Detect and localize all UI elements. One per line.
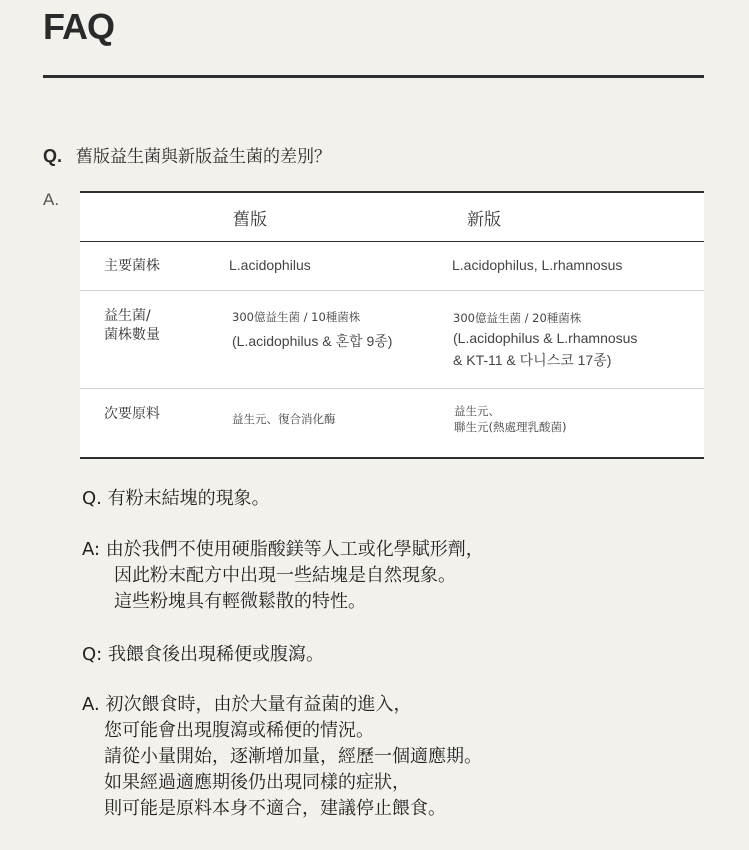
faq-line: A. 初次餵食時，由於大量有益菌的進入，	[82, 694, 412, 715]
question-marker: Q.	[43, 146, 63, 166]
new-value-line: 益生元、	[454, 404, 500, 418]
row-label: 次要原料	[104, 406, 160, 422]
answer-marker: A.	[43, 190, 60, 209]
old-value: L.acidophilus	[229, 257, 311, 273]
faq-line: 則可能是原料本身不適合，建議停止餵食。	[104, 798, 446, 819]
new-value: L.acidophilus, L.rhamnosus	[452, 257, 623, 273]
faq-line: 因此粉末配方中出現一些結塊是自然現象。	[114, 565, 456, 586]
title-divider	[43, 75, 704, 78]
question-1	[43, 142, 331, 167]
new-value-line: 300億益生菌 / 20種菌株	[453, 311, 582, 325]
table-header-row	[80, 193, 704, 242]
faq-line: 這些粉塊具有輕微鬆散的特性。	[114, 591, 366, 612]
header-new: 新版	[467, 210, 501, 230]
faq-line: 如果經過適應期後仍出現同樣的症狀，	[104, 772, 410, 793]
faq-question-2	[82, 486, 270, 512]
old-value: 益生元、復合消化酶	[232, 412, 336, 426]
new-value-line: (L.acidophilus & L.rhamnosus	[453, 330, 638, 346]
new-value	[453, 309, 637, 371]
old-value	[232, 309, 392, 351]
faq-answer-3	[82, 692, 482, 822]
new-value-line: & KT-11 & 다니스코 17종)	[453, 352, 612, 368]
header-old: 舊版	[233, 210, 267, 230]
faq-line: 請從小量開始，逐漸增加量，經歷一個適應期。	[104, 746, 482, 767]
faq-line: Q. 有粉末結塊的現象。	[82, 488, 270, 509]
row-label-line: 菌株數量	[104, 327, 160, 343]
table-row	[80, 242, 704, 291]
comparison-table	[80, 191, 704, 459]
old-value-line: 300億益生菌 / 10種菌株	[232, 310, 361, 324]
new-value-line: 聯生元(熱處理乳酸菌)	[454, 420, 567, 434]
page-title: FAQ	[43, 6, 115, 47]
old-value-line: (L.acidophilus & 혼합 9종)	[232, 333, 393, 349]
faq-line: A: 由於我們不使用硬脂酸鎂等人工或化學賦形劑，	[82, 539, 484, 560]
row-label: 主要菌株	[104, 258, 160, 274]
new-value	[454, 403, 566, 435]
table-row	[80, 389, 704, 459]
table-row	[80, 291, 704, 389]
question-text: 舊版益生菌與新版益生菌的差別？	[76, 147, 332, 167]
faq-line: Q: 我餵食後出現稀便或腹瀉。	[82, 644, 324, 665]
faq-question-3	[82, 642, 324, 668]
row-label-line: 益生菌/	[104, 308, 151, 324]
row-label	[104, 307, 160, 345]
faq-answer-2	[82, 537, 484, 615]
faq-line: 您可能會出現腹瀉或稀便的情況。	[104, 720, 374, 741]
